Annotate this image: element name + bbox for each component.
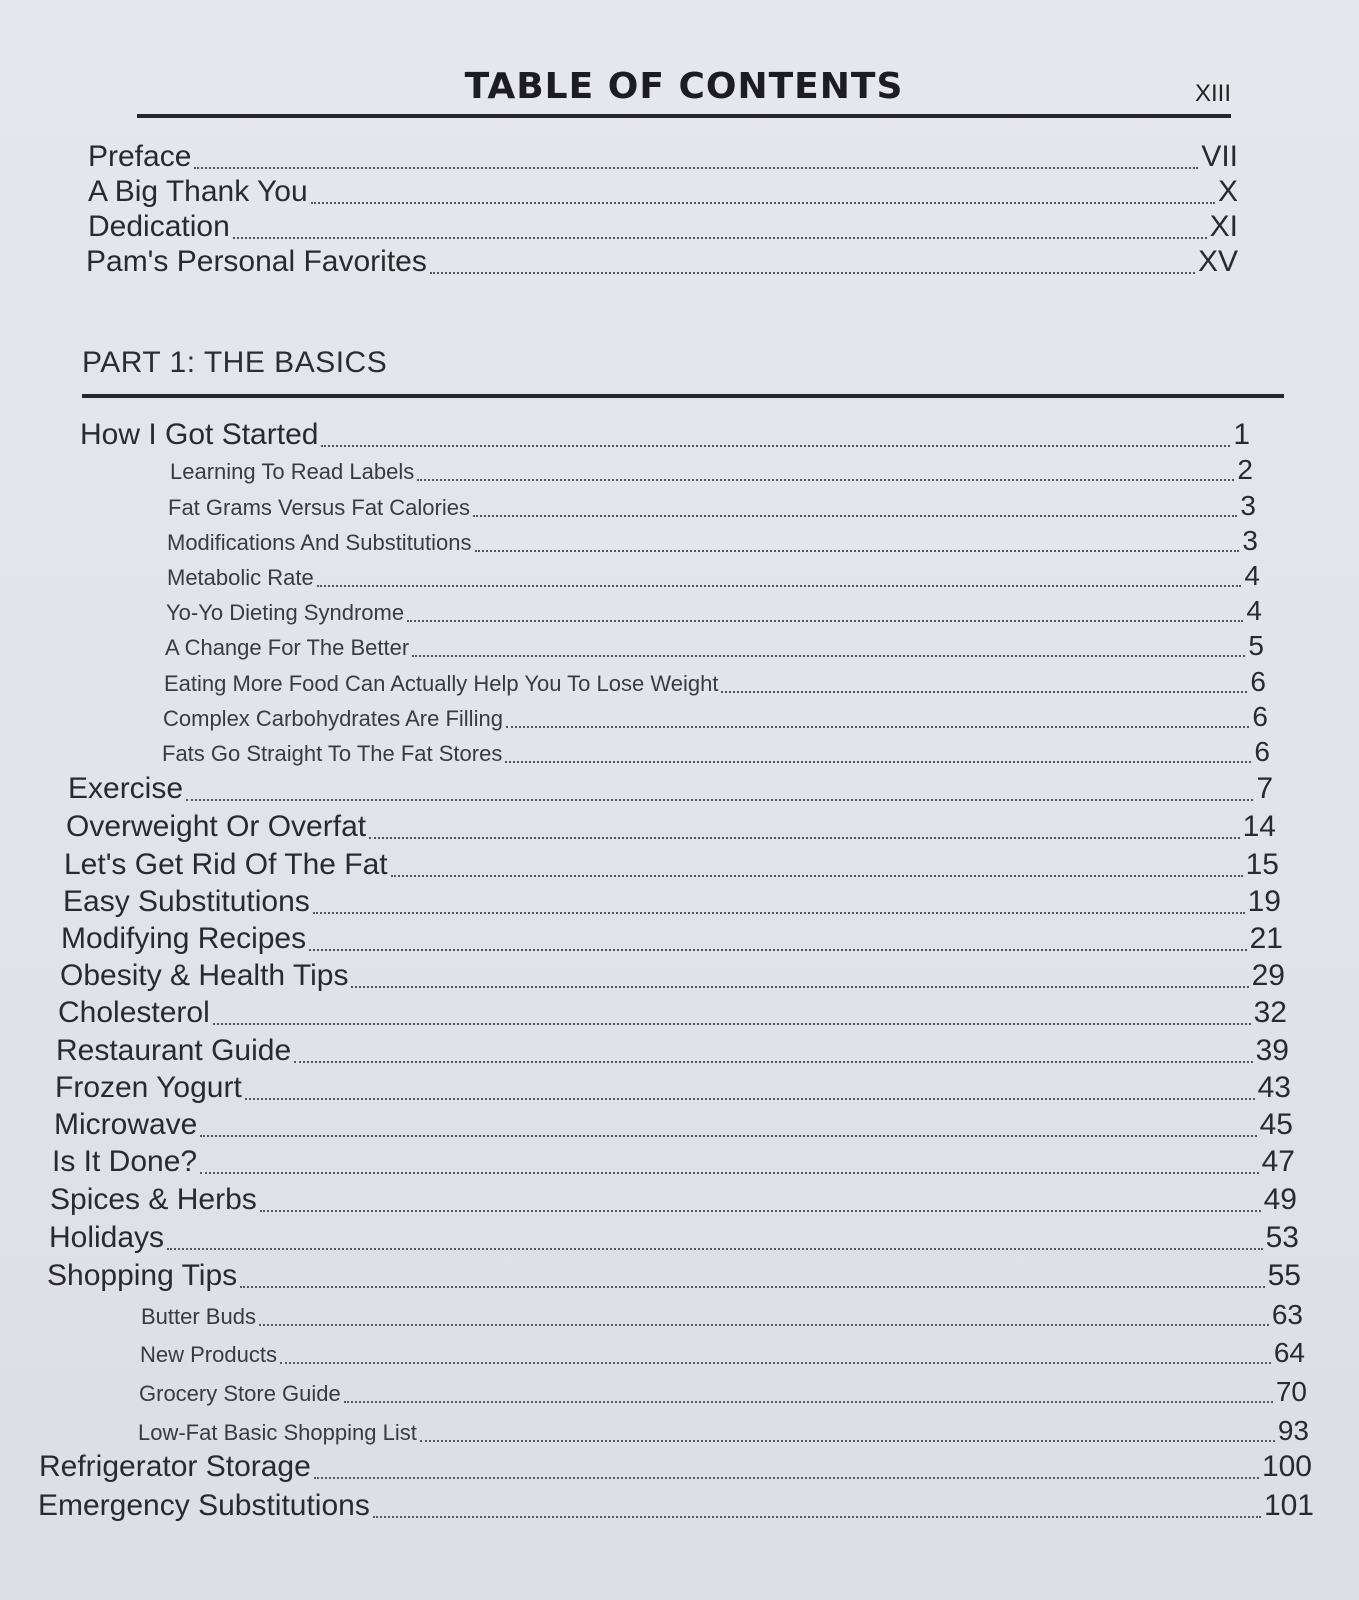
- toc-entry-page: 32: [1253, 996, 1287, 1029]
- toc-entry-page: 101: [1263, 1489, 1314, 1522]
- toc-entry-page: 4: [1244, 560, 1260, 591]
- dot-leader: [417, 477, 1234, 481]
- toc-entry: [47, 1259, 1301, 1295]
- toc-entry-title: Modifications And Substitutions: [167, 530, 472, 555]
- toc-entry-page: 7: [1256, 772, 1273, 805]
- toc-entry-title: Modifying Recipes: [61, 922, 307, 955]
- toc-entry-title: Yo-Yo Dieting Syndrome: [166, 600, 405, 625]
- toc-entry-title: Refrigerator Storage: [39, 1450, 311, 1483]
- toc-entry-page: 6: [1254, 736, 1270, 767]
- toc-subentry: [140, 1337, 1305, 1371]
- toc-entry-page: 29: [1251, 959, 1285, 992]
- toc-entry-page: XI: [1209, 210, 1238, 243]
- dot-leader: [321, 443, 1230, 447]
- toc-entry-page: 63: [1271, 1299, 1303, 1330]
- toc-entry: [52, 1145, 1295, 1181]
- toc-entry: [60, 959, 1285, 995]
- toc-entry-title: A Change For The Better: [165, 635, 410, 660]
- toc-entry-title: Dedication: [88, 210, 230, 243]
- dot-leader: [473, 513, 1237, 517]
- part-title: PART 1: THE BASICS: [82, 346, 388, 379]
- page-title: TABLE OF CONTENTS: [464, 66, 904, 107]
- toc-entry-title: How I Got Started: [80, 418, 319, 451]
- toc-entry-title: Easy Substitutions: [63, 885, 310, 918]
- toc-entry-page: 3: [1242, 525, 1258, 556]
- page-header: [137, 62, 1231, 118]
- toc-entry: [55, 1071, 1291, 1107]
- toc-entry-title: Overweight Or Overfat: [66, 810, 367, 843]
- toc-entry-title: Obesity & Health Tips: [60, 959, 349, 992]
- dot-leader: [314, 1475, 1259, 1479]
- toc-entry-title: Fats Go Straight To The Fat Stores: [162, 741, 503, 766]
- toc-subentry: [170, 454, 1253, 488]
- toc-entry-page: 14: [1242, 810, 1276, 843]
- toc-subentry: [165, 630, 1264, 664]
- toc-entry-page: 1: [1233, 418, 1250, 451]
- dot-leader: [200, 1170, 1259, 1174]
- toc-entry-preface: [88, 140, 1238, 176]
- toc-entry: [64, 848, 1279, 884]
- dot-leader: [200, 1133, 1256, 1137]
- toc-entry-page: 49: [1263, 1183, 1297, 1216]
- dot-leader: [213, 1021, 1251, 1025]
- toc-entry-page: 2: [1237, 454, 1253, 485]
- dot-leader: [373, 1514, 1261, 1518]
- dot-leader: [167, 1246, 1263, 1250]
- toc-entry-dedication: [88, 210, 1238, 246]
- toc-entry: [49, 1221, 1299, 1257]
- toc-entry-title: Spices & Herbs: [50, 1183, 257, 1216]
- dot-leader: [309, 947, 1247, 951]
- toc-entry: [80, 418, 1250, 454]
- toc-entry-title: Metabolic Rate: [167, 565, 314, 590]
- dot-leader: [259, 1322, 1269, 1326]
- toc-entry: [50, 1183, 1297, 1219]
- toc-entry-title: Complex Carbohydrates Are Filling: [163, 706, 503, 731]
- toc-subentry: [168, 490, 1256, 524]
- dot-leader: [233, 235, 1207, 239]
- toc-entry-favorites: [86, 245, 1238, 281]
- toc-entry-page: 55: [1267, 1259, 1301, 1292]
- toc-entry: [63, 885, 1281, 921]
- toc-entry-title: New Products: [140, 1342, 277, 1367]
- toc-entry-title: A Big Thank You: [88, 175, 308, 208]
- toc-entry: [38, 1489, 1314, 1525]
- toc-entry-title: Microwave: [54, 1108, 198, 1141]
- toc-entry-title: Let's Get Rid Of The Fat: [64, 848, 388, 881]
- toc-subentry: [167, 560, 1260, 594]
- toc-entry-page: 53: [1265, 1221, 1299, 1254]
- dot-leader: [311, 200, 1215, 204]
- toc-entry: [58, 996, 1287, 1032]
- toc-subentry: [138, 1415, 1309, 1449]
- toc-entry-page: 6: [1252, 701, 1268, 732]
- toc-entry-page: 6: [1250, 666, 1266, 697]
- toc-entry-title: Pam's Personal Favorites: [86, 245, 427, 278]
- dot-leader: [351, 984, 1248, 988]
- toc-entry-title: Eating More Food Can Actually Help You To Lose Weight: [164, 671, 719, 696]
- toc-entry-page: 21: [1249, 922, 1283, 955]
- toc-entry-page: 100: [1261, 1450, 1312, 1483]
- toc-entry-title: Grocery Store Guide: [139, 1381, 341, 1406]
- toc-entry-title: Exercise: [68, 772, 184, 805]
- toc-entry: [56, 1034, 1289, 1070]
- dot-leader: [313, 910, 1245, 914]
- toc-entry-title: Low-Fat Basic Shopping List: [138, 1420, 417, 1445]
- toc-subentry: [162, 736, 1270, 770]
- page-number: XIII: [1194, 80, 1231, 107]
- toc-subentry: [166, 595, 1262, 629]
- dot-leader: [505, 759, 1251, 763]
- dot-leader: [391, 873, 1243, 877]
- dot-leader: [344, 1399, 1273, 1403]
- toc-entry-page: 47: [1261, 1145, 1295, 1178]
- dot-leader: [369, 835, 1240, 839]
- toc-entry: [39, 1450, 1312, 1486]
- toc-entry-title: Butter Buds: [141, 1304, 256, 1329]
- dot-leader: [420, 1438, 1275, 1442]
- dot-leader: [260, 1208, 1261, 1212]
- toc-entry-title: Fat Grams Versus Fat Calories: [168, 495, 470, 520]
- toc-entry-page: 19: [1247, 885, 1281, 918]
- dot-leader: [280, 1360, 1271, 1364]
- toc-entry: [66, 810, 1276, 846]
- dot-leader: [412, 653, 1245, 657]
- toc-entry-title: Shopping Tips: [47, 1259, 238, 1292]
- dot-leader: [475, 548, 1240, 552]
- dot-leader: [245, 1096, 1255, 1100]
- dot-leader: [430, 270, 1195, 274]
- dot-leader: [721, 689, 1247, 693]
- toc-entry-page: 43: [1257, 1071, 1291, 1104]
- dot-leader: [317, 583, 1242, 587]
- toc-subentry: [167, 525, 1258, 559]
- toc-subentry: [164, 666, 1266, 700]
- toc-subentry: [139, 1376, 1307, 1410]
- toc-entry: [54, 1108, 1293, 1144]
- toc-entry-title: Preface: [88, 140, 192, 173]
- dot-leader: [294, 1059, 1252, 1063]
- toc-entry-page: 93: [1277, 1415, 1309, 1446]
- toc-entry-page: 3: [1240, 490, 1256, 521]
- toc-entry-page: 70: [1275, 1376, 1307, 1407]
- toc-entry-thank-you: [88, 175, 1238, 211]
- toc-entry-page: 45: [1259, 1108, 1293, 1141]
- toc-entry-title: Cholesterol: [58, 996, 210, 1029]
- toc-entry-title: Learning To Read Labels: [170, 459, 415, 484]
- toc-entry-title: Frozen Yogurt: [55, 1071, 242, 1104]
- toc-entry-page: 64: [1273, 1337, 1305, 1368]
- toc-entry-page: XV: [1197, 245, 1238, 278]
- toc-subentry: [163, 701, 1268, 735]
- toc-entry-page: 4: [1246, 595, 1262, 626]
- toc-entry-title: Holidays: [49, 1221, 165, 1254]
- dot-leader: [194, 165, 1198, 169]
- toc-entry-page: X: [1217, 175, 1238, 208]
- toc-entry-page: 5: [1248, 630, 1264, 661]
- dot-leader: [186, 797, 1253, 801]
- toc-entry-page: 15: [1245, 848, 1279, 881]
- toc-entry-title: Emergency Substitutions: [38, 1489, 370, 1522]
- dot-leader: [240, 1284, 1264, 1288]
- dot-leader: [506, 724, 1249, 728]
- toc-entry: [68, 772, 1273, 808]
- toc-entry-page: 39: [1255, 1034, 1289, 1067]
- toc-entry-title: Restaurant Guide: [56, 1034, 292, 1067]
- toc-entry: [61, 922, 1283, 958]
- part-heading: [82, 346, 1284, 398]
- toc-entry-page: VII: [1201, 140, 1238, 173]
- dot-leader: [407, 618, 1243, 622]
- toc-entry-title: Is It Done?: [52, 1145, 198, 1178]
- toc-subentry: [141, 1299, 1303, 1333]
